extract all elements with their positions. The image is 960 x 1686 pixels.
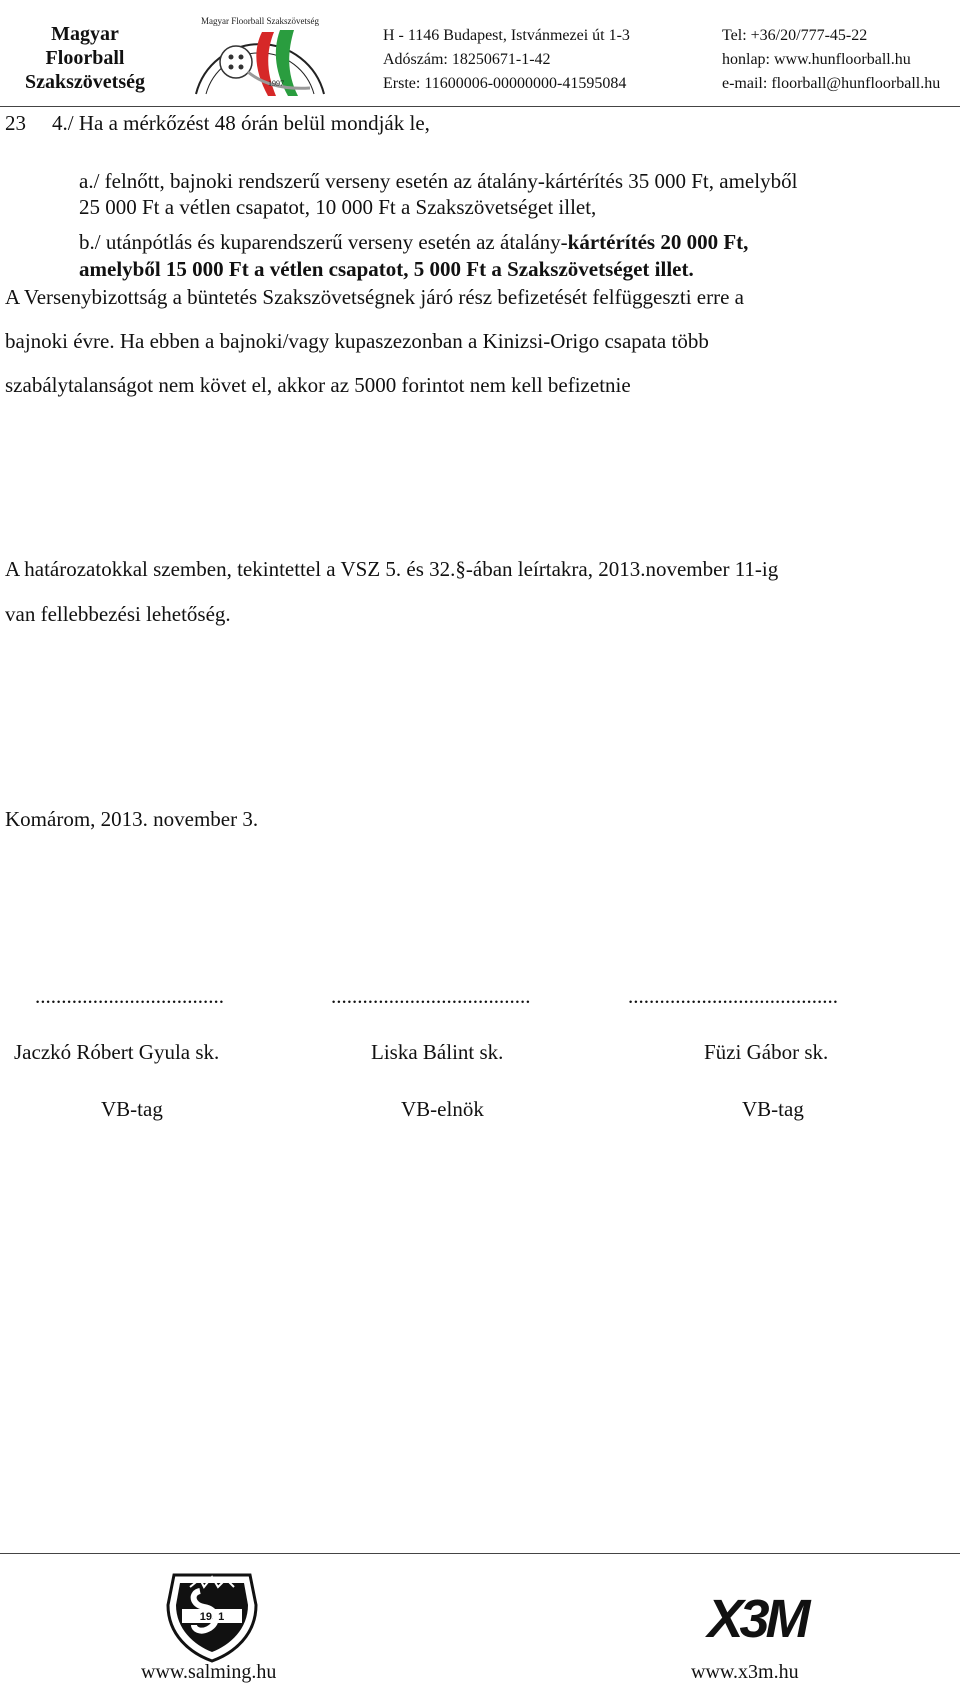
suspension-line-3: szabálytalanságot nem követ el, akkor az 5000 forintot nem kell befizetnie xyxy=(5,373,631,397)
clause-b-bold: kártérítés 20 000 Ft, xyxy=(567,230,749,254)
paragraph-number: 23 xyxy=(5,111,26,135)
signatory-role-1: VB-tag xyxy=(101,1097,163,1121)
footer-divider xyxy=(0,1553,960,1554)
suspension-line-1: A Versenybizottság a büntetés Szakszövetségnek járó rész befizetését felfüggeszti erre a xyxy=(5,285,744,309)
salming-url: www.salming.hu xyxy=(141,1661,277,1683)
signature-dots-2: ...................................... xyxy=(331,984,531,1008)
signatory-role-3: VB-tag xyxy=(742,1097,804,1121)
address-text: H - 1146 Budapest, Istvánmezei út 1-3 xyxy=(383,27,630,44)
federation-logo-icon xyxy=(190,2,330,102)
tax-number-text: Adószám: 18250671-1-42 xyxy=(383,51,551,68)
org-name-line-3: Szakszövetség xyxy=(25,71,145,93)
svg-text:X3M: X3M xyxy=(707,1589,807,1649)
place-date: Komárom, 2013. november 3. xyxy=(5,807,259,831)
header-divider xyxy=(0,106,960,107)
email-text: e-mail: floorball@hunfloorball.hu xyxy=(722,75,941,92)
clause-b-line-1 xyxy=(79,229,748,255)
svg-text:1991: 1991 xyxy=(199,1611,225,1623)
appeal-line-1: A határozatokkal szemben, tekintettel a VSZ 5. és 32.§-ában leírtakra, 2013.november 11-ig xyxy=(5,557,779,581)
svg-text:Magyar Floorball Szakszövetség: Magyar Floorball Szakszövetség xyxy=(201,16,319,26)
signatory-name-1: Jaczkó Róbert Gyula sk. xyxy=(14,1040,220,1064)
signatory-name-2: Liska Bálint sk. xyxy=(371,1040,504,1064)
bank-account-text: Erste: 11600006-00000000-41595084 xyxy=(383,75,627,92)
signature-dots-1: .................................... xyxy=(35,984,224,1008)
clause-a-line-1: a./ felnőtt, bajnoki rendszerű verseny esetén az átalány-kártérítés 35 000 Ft, amelyből xyxy=(79,169,798,193)
clause-b-line-2: amelyből 15 000 Ft a vétlen csapatot, 5 000 Ft a Szakszövetséget illet. xyxy=(79,257,694,281)
svg-text:1997: 1997 xyxy=(268,79,284,88)
clause-b-plain: b./ utánpótlás és kuparendszerű verseny esetén az átalány- xyxy=(79,230,568,254)
clause-heading: 4./ Ha a mérkőzést 48 órán belül mondják le, xyxy=(52,111,430,135)
signature-dots-3: ........................................ xyxy=(628,984,838,1008)
phone-text: Tel: +36/20/777-45-22 xyxy=(722,27,868,44)
website-text: honlap: www.hunfloorball.hu xyxy=(722,51,911,68)
signatory-role-2: VB-elnök xyxy=(401,1097,484,1121)
x3m-logo-icon xyxy=(672,1587,842,1649)
clause-a-line-2: 25 000 Ft a vétlen csapatot, 10 000 Ft a Szakszövetséget illet, xyxy=(79,195,597,219)
salming-logo-icon xyxy=(160,1565,264,1663)
org-name-line-1: Magyar xyxy=(51,23,119,45)
suspension-line-2: bajnoki évre. Ha ebben a bajnoki/vagy kupaszezonban a Kinizsi-Origo csapata több xyxy=(5,329,709,353)
org-name-line-2: Floorball xyxy=(45,47,125,69)
appeal-line-2: van fellebbezési lehetőség. xyxy=(5,602,231,626)
x3m-url: www.x3m.hu xyxy=(691,1661,799,1683)
signatory-name-3: Füzi Gábor sk. xyxy=(704,1040,829,1064)
